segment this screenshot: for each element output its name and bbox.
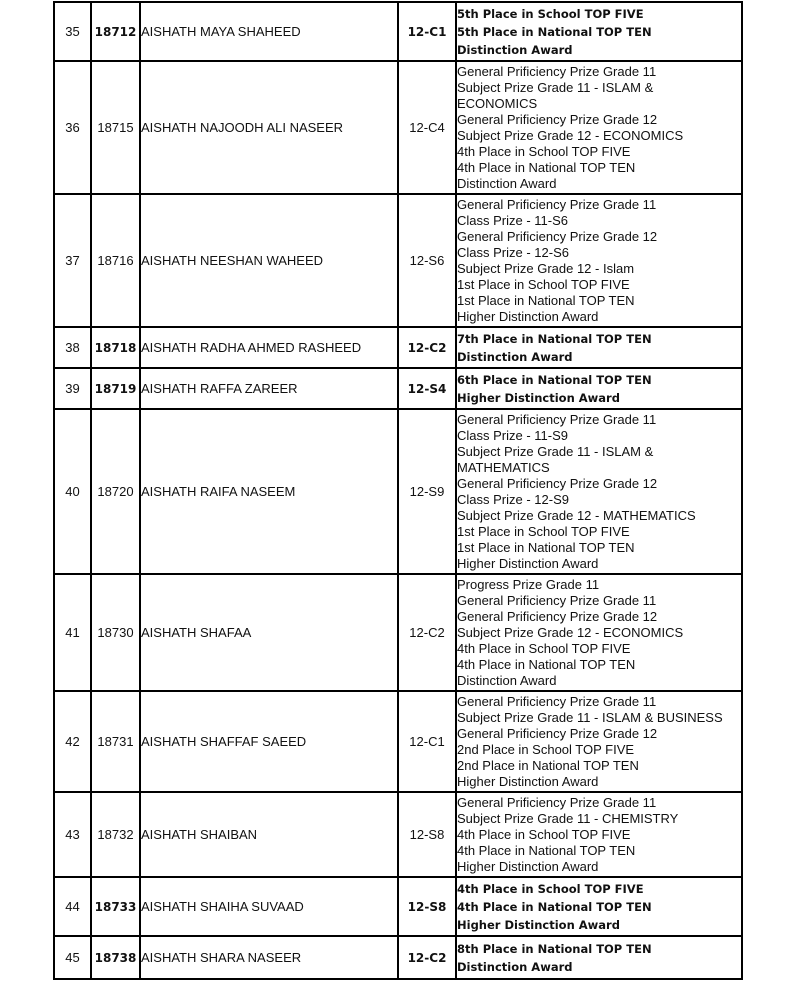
table-row — [54, 574, 742, 691]
student-name-cell: AISHATH SHARA NASEER — [140, 936, 398, 979]
awards-cell — [456, 61, 742, 194]
student-id-cell: 18719 — [91, 368, 140, 409]
student-name-cell: AISHATH SHAIBAN — [140, 792, 398, 877]
award-line: General Prificiency Prize Grade 12 — [457, 475, 658, 491]
award-line: Subject Prize Grade 11 - CHEMISTRY — [457, 810, 679, 826]
class-cell: 12-S6 — [398, 194, 456, 327]
award-line: General Prificiency Prize Grade 12 — [457, 725, 658, 741]
student-id-cell: 18720 — [91, 409, 140, 574]
award-line: 5th Place in School TOP FIVE — [457, 6, 644, 21]
awards-cell — [456, 936, 742, 979]
table-row — [54, 792, 742, 877]
award-line: General Prificiency Prize Grade 12 — [457, 228, 658, 244]
award-line: 1st Place in National TOP TEN — [457, 292, 635, 308]
class-cell: 12-C1 — [398, 2, 456, 61]
student-name-cell: AISHATH SHAIHA SUVAAD — [140, 877, 398, 936]
award-line: 4th Place in School TOP FIVE — [457, 640, 631, 656]
student-id-cell: 18715 — [91, 61, 140, 194]
award-line: General Prificiency Prize Grade 11 — [457, 794, 657, 810]
award-line: 4th Place in School TOP FIVE — [457, 143, 631, 159]
class-cell: 12-S8 — [398, 877, 456, 936]
award-line: 5th Place in National TOP TEN — [457, 24, 652, 39]
award-line: 4th Place in National TOP TEN — [457, 656, 636, 672]
award-line: General Prificiency Prize Grade 12 — [457, 608, 658, 624]
student-id-cell: 18718 — [91, 327, 140, 368]
award-line: Subject Prize Grade 12 - ECONOMICS — [457, 127, 684, 143]
student-name-cell: AISHATH NAJOODH ALI NASEER — [140, 61, 398, 194]
award-line: Distinction Award — [457, 672, 557, 688]
table-row — [54, 61, 742, 194]
award-line: Higher Distinction Award — [457, 858, 599, 874]
class-cell: 12-C2 — [398, 574, 456, 691]
award-line: Class Prize - 12-S9 — [457, 491, 569, 507]
award-line: Subject Prize Grade 12 - ECONOMICS — [457, 624, 684, 640]
student-id-cell: 18732 — [91, 792, 140, 877]
table-row — [54, 877, 742, 936]
award-line: MATHEMATICS — [457, 459, 550, 475]
class-cell: 12-C1 — [398, 691, 456, 792]
class-cell: 12-S4 — [398, 368, 456, 409]
student-id-cell: 18716 — [91, 194, 140, 327]
row-number-cell: 42 — [54, 691, 91, 792]
student-id-cell: 18730 — [91, 574, 140, 691]
award-line: Higher Distinction Award — [457, 555, 599, 571]
awards-cell — [456, 574, 742, 691]
awards-cell — [456, 877, 742, 936]
award-line: Higher Distinction Award — [457, 390, 620, 405]
award-line: Class Prize - 12-S6 — [457, 244, 569, 260]
table-row — [54, 194, 742, 327]
student-name-cell: AISHATH MAYA SHAHEED — [140, 2, 398, 61]
row-number-cell: 39 — [54, 368, 91, 409]
row-number-cell: 38 — [54, 327, 91, 368]
class-cell: 12-C4 — [398, 61, 456, 194]
awards-table-body — [54, 2, 742, 979]
student-name-cell: AISHATH RAIFA NASEEM — [140, 409, 398, 574]
award-line: 4th Place in National TOP TEN — [457, 842, 636, 858]
award-line: Class Prize - 11-S6 — [457, 212, 569, 228]
table-row — [54, 2, 742, 61]
row-number-cell: 41 — [54, 574, 91, 691]
award-line: ECONOMICS — [457, 95, 538, 111]
award-line: Distinction Award — [457, 42, 573, 57]
award-line: 4th Place in School TOP FIVE — [457, 826, 631, 842]
award-line: Subject Prize Grade 12 - Islam — [457, 260, 635, 276]
student-name-cell: AISHATH RADHA AHMED RASHEED — [140, 327, 398, 368]
award-line: 2nd Place in National TOP TEN — [457, 757, 639, 773]
student-name-cell: AISHATH SHAFFAF SAEED — [140, 691, 398, 792]
class-cell: 12-C2 — [398, 327, 456, 368]
award-line: Progress Prize Grade 11 — [457, 576, 600, 592]
award-line: 1st Place in School TOP FIVE — [457, 523, 630, 539]
award-line: Higher Distinction Award — [457, 773, 599, 789]
student-id-cell: 18731 — [91, 691, 140, 792]
student-name-cell: AISHATH RAFFA ZAREER — [140, 368, 398, 409]
award-line: Distinction Award — [457, 349, 573, 364]
award-line: 4th Place in National TOP TEN — [457, 899, 652, 914]
row-number-cell: 35 — [54, 2, 91, 61]
awards-cell — [456, 691, 742, 792]
award-line: Subject Prize Grade 11 - ISLAM & — [457, 443, 654, 459]
row-number-cell: 37 — [54, 194, 91, 327]
student-id-cell: 18738 — [91, 936, 140, 979]
award-line: Higher Distinction Award — [457, 917, 620, 932]
award-line: General Prificiency Prize Grade 11 — [457, 693, 657, 709]
class-cell: 12-S8 — [398, 792, 456, 877]
student-id-cell: 18733 — [91, 877, 140, 936]
award-line: General Prificiency Prize Grade 11 — [457, 592, 657, 608]
award-line: 1st Place in National TOP TEN — [457, 539, 635, 555]
awards-cell — [456, 194, 742, 327]
student-name-cell: AISHATH SHAFAA — [140, 574, 398, 691]
award-line: General Prificiency Prize Grade 12 — [457, 111, 658, 127]
award-line: Distinction Award — [457, 175, 557, 191]
table-row — [54, 327, 742, 368]
awards-cell — [456, 409, 742, 574]
award-line: 2nd Place in School TOP FIVE — [457, 741, 635, 757]
award-line: 6th Place in National TOP TEN — [457, 372, 652, 387]
student-id-cell: 18712 — [91, 2, 140, 61]
award-line: 8th Place in National TOP TEN — [457, 941, 652, 956]
award-line: 1st Place in School TOP FIVE — [457, 276, 630, 292]
award-line: 4th Place in School TOP FIVE — [457, 881, 644, 896]
award-line: General Prificiency Prize Grade 11 — [457, 63, 657, 79]
awards-cell — [456, 792, 742, 877]
table-row — [54, 691, 742, 792]
awards-table — [53, 1, 743, 980]
student-name-cell: AISHATH NEESHAN WAHEED — [140, 194, 398, 327]
award-line: Class Prize - 11-S9 — [457, 427, 569, 443]
award-line: Higher Distinction Award — [457, 308, 599, 324]
award-line: Subject Prize Grade 12 - MATHEMATICS — [457, 507, 696, 523]
table-row — [54, 409, 742, 574]
awards-cell — [456, 327, 742, 368]
award-line: 4th Place in National TOP TEN — [457, 159, 636, 175]
row-number-cell: 45 — [54, 936, 91, 979]
award-line: Subject Prize Grade 11 - ISLAM & BUSINESS — [457, 709, 723, 725]
table-row — [54, 936, 742, 979]
award-line: Subject Prize Grade 11 - ISLAM & — [457, 79, 654, 95]
row-number-cell: 36 — [54, 61, 91, 194]
table-row — [54, 368, 742, 409]
awards-cell — [456, 368, 742, 409]
award-line: General Prificiency Prize Grade 11 — [457, 411, 657, 427]
awards-cell — [456, 2, 742, 61]
award-line: Distinction Award — [457, 959, 573, 974]
row-number-cell: 44 — [54, 877, 91, 936]
row-number-cell: 40 — [54, 409, 91, 574]
award-line: General Prificiency Prize Grade 11 — [457, 196, 657, 212]
row-number-cell: 43 — [54, 792, 91, 877]
class-cell: 12-C2 — [398, 936, 456, 979]
class-cell: 12-S9 — [398, 409, 456, 574]
award-line: 7th Place in National TOP TEN — [457, 331, 652, 346]
